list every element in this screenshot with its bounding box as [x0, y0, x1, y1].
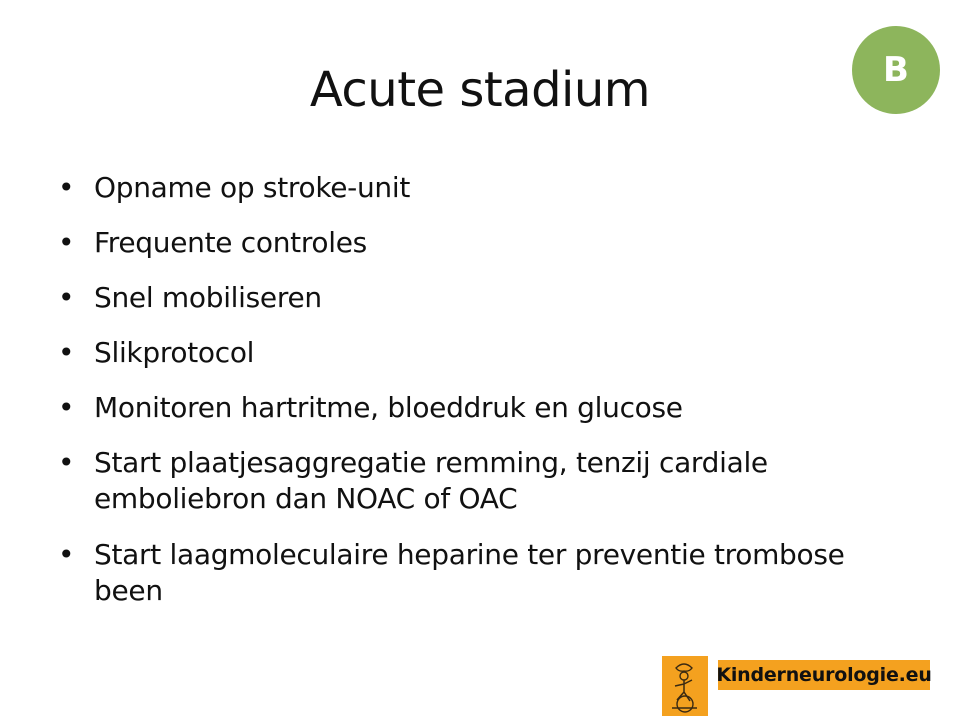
bullet-item	[58, 225, 918, 261]
bullet-dot: •	[58, 336, 75, 369]
bullet-item	[58, 390, 918, 426]
section-badge	[852, 26, 940, 114]
bullet-item	[58, 335, 918, 371]
bullet-dot: •	[58, 226, 75, 259]
slide-title: Acute stadium	[309, 62, 651, 118]
bullet-text: Slikprotocol	[94, 336, 255, 369]
bullet-item	[58, 170, 918, 206]
bullet-text: Opname op stroke-unit	[94, 171, 411, 204]
child-figure-icon	[662, 656, 708, 716]
bullet-dot: •	[58, 446, 75, 479]
logo	[662, 656, 930, 716]
bullet-dot: •	[58, 538, 75, 571]
logo-text-box	[718, 660, 930, 690]
bullet-dot: •	[58, 391, 75, 424]
bullet-text: Frequente controles	[94, 226, 367, 259]
bullet-item	[58, 445, 918, 517]
logo-mark-icon	[662, 656, 708, 716]
bullet-text: Start plaatjesaggregatie remming, tenzij cardiale emboliebron dan NOAC of OAC	[94, 446, 768, 515]
bullet-text: Start laagmoleculaire heparine ter preventie trombose been	[94, 538, 845, 607]
bullet-item	[58, 537, 918, 609]
bullet-dot: •	[58, 281, 75, 314]
bullet-dot: •	[58, 171, 75, 204]
section-badge-letter: B	[883, 50, 909, 90]
bullet-text: Monitoren hartritme, bloeddruk en glucose	[94, 391, 683, 424]
bullet-text: Snel mobiliseren	[94, 281, 322, 314]
bullet-item	[58, 280, 918, 316]
bullet-list	[58, 170, 918, 629]
logo-text: Kinderneurologie.eu	[716, 664, 932, 686]
